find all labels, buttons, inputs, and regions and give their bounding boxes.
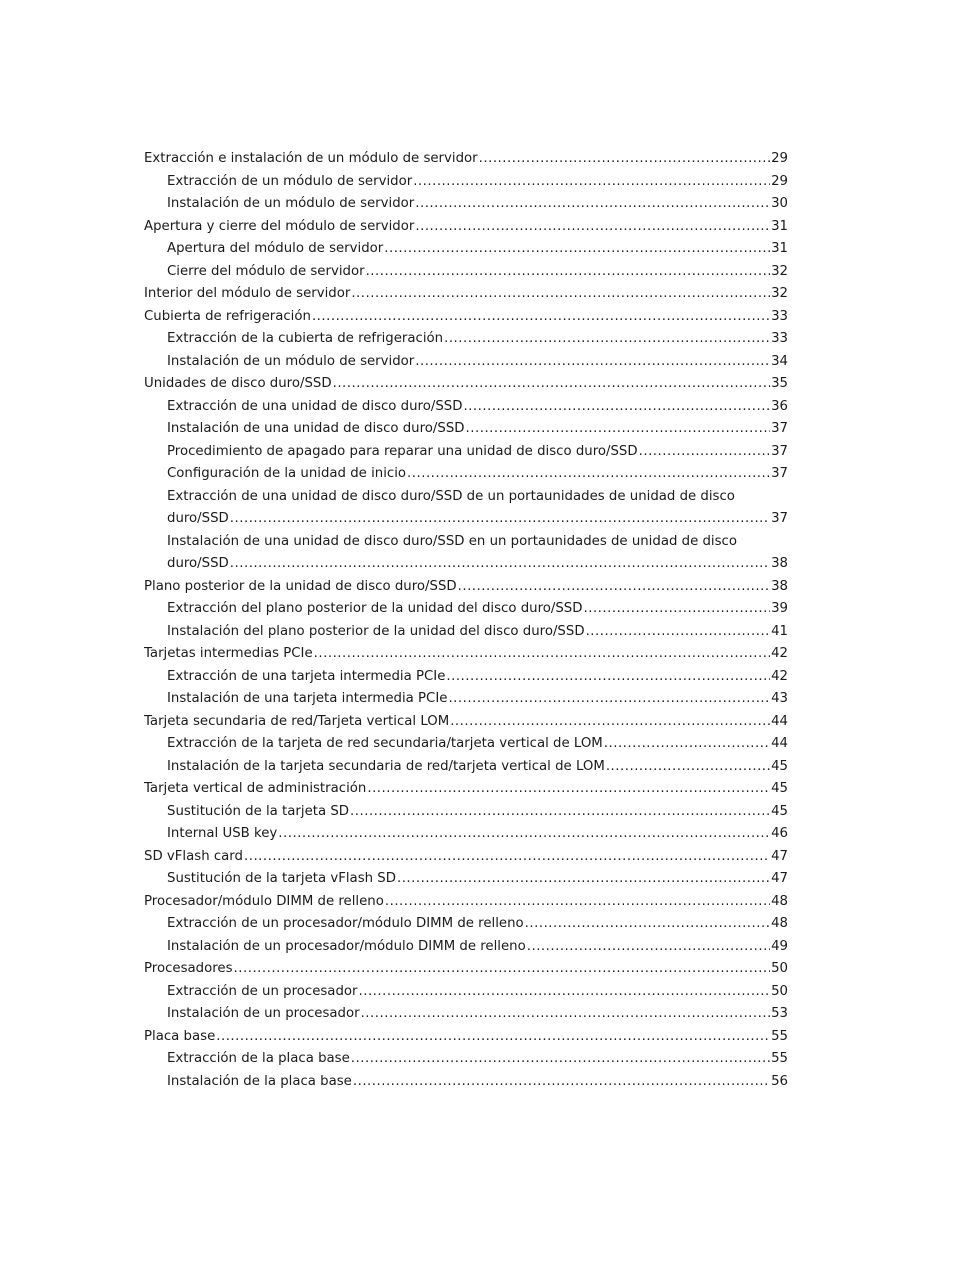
toc-entry-title: Unidades de disco duro/SSD (144, 376, 332, 391)
toc-entry-title: Extracción de una unidad de disco duro/SSD de un portaunidades de unidad de disco (167, 488, 735, 504)
toc-entry-title-continuation: duro/SSD (167, 556, 229, 571)
toc-page-number: 44 (771, 736, 788, 751)
toc-entry-title: Instalación del plano posterior de la unidad del disco duro/SSD (167, 623, 585, 639)
toc-entry[interactable] (144, 238, 788, 261)
dot-leader (525, 913, 770, 936)
dot-leader (216, 1026, 770, 1049)
toc-entry-title: Sustitución de la tarjeta vFlash SD (167, 871, 396, 886)
toc-page-number: 29 (771, 151, 788, 166)
toc-page-number: 48 (771, 893, 788, 909)
toc-entry[interactable] (144, 868, 788, 891)
toc-entry-title: Extracción e instalación de un módulo de servidor (144, 151, 478, 166)
toc-entry[interactable] (144, 981, 788, 1004)
toc-entry-title: SD vFlash card (144, 848, 243, 864)
toc-entry-title: Extracción de la placa base (167, 1051, 350, 1066)
dot-leader (604, 733, 770, 756)
toc-entry[interactable] (144, 261, 788, 284)
toc-page-number: 37 (771, 466, 788, 481)
dot-leader (351, 283, 770, 306)
toc-page-number: 45 (771, 781, 788, 796)
toc-entry-title: Tarjetas intermedias PCIe (144, 646, 313, 661)
toc-entry[interactable] (144, 711, 788, 734)
toc-page-number: 53 (771, 1006, 788, 1021)
dot-leader (466, 418, 771, 441)
toc-entry[interactable] (144, 1003, 788, 1026)
toc-entry[interactable] (144, 643, 788, 666)
toc-entry-title: Extracción de un módulo de servidor (167, 173, 413, 189)
toc-entry[interactable] (144, 801, 788, 824)
toc-entry-title: Tarjeta vertical de administración (144, 781, 367, 796)
toc-entry-title: Extracción de una tarjeta intermedia PCIe (167, 668, 446, 684)
toc-entry[interactable] (144, 373, 788, 396)
toc-entry[interactable] (144, 733, 788, 756)
toc-entry[interactable] (144, 148, 788, 171)
dot-leader (244, 846, 770, 869)
toc-entry[interactable] (144, 621, 788, 644)
toc-page-number: 46 (771, 826, 788, 841)
toc-entry-title: Instalación de una unidad de disco duro/SSD en un portaunidades de unidad de disco (167, 533, 737, 549)
toc-page-number: 56 (771, 1073, 788, 1089)
toc-entry-title-continuation: duro/SSD (167, 511, 229, 526)
toc-entry-title: Internal USB key (167, 826, 278, 841)
toc-page-number: 32 (771, 263, 788, 279)
toc-entry[interactable] (144, 283, 788, 306)
dot-leader (353, 1071, 770, 1094)
toc-page-number: 38 (771, 556, 788, 571)
toc-page-number: 30 (771, 196, 788, 211)
toc-page-number: 43 (771, 691, 788, 706)
toc-page-number: 32 (771, 286, 788, 301)
dot-leader (479, 148, 770, 171)
toc-entry-title: Placa base (144, 1028, 216, 1044)
toc-entry-title: Apertura y cierre del módulo de servidor (144, 218, 415, 234)
dot-leader (463, 396, 770, 419)
toc-entry-title: Interior del módulo de servidor (144, 286, 351, 301)
toc-entry[interactable] (144, 688, 788, 711)
toc-entry[interactable] (144, 463, 788, 486)
dot-leader (230, 508, 770, 531)
toc-entry-title: Instalación de la placa base (167, 1073, 352, 1089)
dot-leader (415, 351, 770, 374)
toc-entry[interactable] (144, 846, 788, 869)
dot-leader (366, 261, 771, 284)
dot-leader (367, 778, 770, 801)
toc-entry-title: Plano posterior de la unidad de disco duro/SSD (144, 578, 457, 594)
dot-leader (583, 598, 770, 621)
toc-page-number: 55 (771, 1028, 788, 1044)
toc-page-number: 49 (771, 938, 788, 954)
toc-page-number: 39 (771, 601, 788, 616)
dot-leader (385, 891, 770, 914)
dot-leader (458, 576, 770, 599)
dot-leader (415, 216, 770, 239)
toc-page-number: 31 (771, 241, 788, 256)
toc-entry[interactable] (144, 1048, 788, 1071)
toc-entry-title: Procesadores (144, 961, 233, 976)
toc-entry[interactable] (144, 531, 788, 576)
toc-entry-title: Extracción de la tarjeta de red secundaria/tarjeta vertical de LOM (167, 736, 603, 751)
toc-entry-title: Procedimiento de apagado para reparar una unidad de disco duro/SSD (167, 443, 638, 459)
toc-entry-title: Instalación de una tarjeta intermedia PCIe (167, 691, 448, 706)
toc-page-number: 35 (771, 376, 788, 391)
dot-leader (415, 193, 770, 216)
dot-leader (639, 441, 770, 464)
dot-leader (230, 553, 770, 576)
toc-entry-title: Extracción de un procesador/módulo DIMM de relleno (167, 916, 524, 931)
dot-leader (407, 463, 770, 486)
toc-page-number: 33 (771, 331, 788, 346)
toc-entry-title: Cierre del módulo de servidor (167, 263, 365, 279)
dot-leader (448, 688, 770, 711)
toc-page-number: 37 (771, 511, 788, 526)
toc-page-number: 50 (771, 961, 788, 976)
toc-page-number: 33 (771, 308, 788, 324)
toc-page-number: 45 (771, 803, 788, 819)
toc-entry-title: Instalación de un procesador (167, 1006, 360, 1021)
toc-page-number: 31 (771, 218, 788, 234)
toc-entry-title: Instalación de una unidad de disco duro/SSD (167, 421, 465, 436)
toc-entry-title: Instalación de un procesador/módulo DIMM de relleno (167, 938, 526, 954)
toc-entry[interactable] (144, 823, 788, 846)
toc-entry-title: Procesador/módulo DIMM de relleno (144, 893, 384, 909)
table-of-contents (144, 148, 788, 1093)
toc-entry-title: Apertura del módulo de servidor (167, 241, 384, 256)
toc-entry[interactable] (144, 441, 788, 464)
toc-entry-title: Configuración de la unidad de inicio (167, 466, 407, 481)
dot-leader (413, 171, 770, 194)
toc-entry[interactable] (144, 576, 788, 599)
dot-leader (446, 666, 770, 689)
toc-entry[interactable] (144, 171, 788, 194)
toc-page-number: 48 (771, 916, 788, 931)
toc-entry-title: Cubierta de refrigeración (144, 308, 311, 324)
toc-page-number: 37 (771, 443, 788, 459)
toc-entry[interactable] (144, 396, 788, 419)
dot-leader (314, 643, 770, 666)
toc-entry[interactable] (144, 936, 788, 959)
toc-entry-title: Instalación de la tarjeta secundaria de red/tarjeta vertical de LOM (167, 758, 605, 774)
toc-entry[interactable] (144, 328, 788, 351)
toc-entry-title: Extracción de la cubierta de refrigeración (167, 331, 444, 346)
toc-entry-title: Instalación de un módulo de servidor (167, 196, 415, 211)
dot-leader (361, 1003, 771, 1026)
toc-page-number: 37 (771, 421, 788, 436)
toc-entry[interactable] (144, 958, 788, 981)
dot-leader (444, 328, 770, 351)
toc-entry-title: Tarjeta secundaria de red/Tarjeta vertical LOM (144, 713, 450, 729)
toc-page-number: 36 (771, 398, 788, 414)
dot-leader (527, 936, 770, 959)
toc-entry[interactable] (144, 418, 788, 441)
dot-leader (351, 1048, 770, 1071)
toc-page-number: 50 (771, 983, 788, 999)
dot-leader (350, 801, 770, 824)
dot-leader (312, 306, 770, 329)
toc-entry[interactable] (144, 666, 788, 689)
toc-page-number: 29 (771, 173, 788, 189)
toc-page-number: 55 (771, 1051, 788, 1066)
toc-page-number: 47 (771, 848, 788, 864)
toc-entry[interactable] (144, 193, 788, 216)
toc-entry-title: Sustitución de la tarjeta SD (167, 803, 350, 819)
toc-entry[interactable] (144, 756, 788, 779)
toc-entry[interactable] (144, 598, 788, 621)
toc-entry[interactable] (144, 1026, 788, 1049)
dot-leader (333, 373, 770, 396)
toc-page-number: 42 (771, 668, 788, 684)
toc-entry[interactable] (144, 778, 788, 801)
toc-entry-title: Extracción del plano posterior de la unidad del disco duro/SSD (167, 601, 583, 616)
toc-page-number: 45 (771, 758, 788, 774)
dot-leader (450, 711, 770, 734)
dot-leader (586, 621, 771, 644)
dot-leader (397, 868, 770, 891)
toc-entry[interactable] (144, 306, 788, 329)
toc-entry[interactable] (144, 891, 788, 914)
toc-entry-title: Extracción de un procesador (167, 983, 358, 999)
toc-page-number: 42 (771, 646, 788, 661)
toc-entry[interactable] (144, 913, 788, 936)
toc-page-number: 44 (771, 713, 788, 729)
toc-entry[interactable] (144, 1071, 788, 1094)
dot-leader (606, 756, 770, 779)
toc-page-number: 34 (771, 353, 788, 369)
dot-leader (384, 238, 770, 261)
toc-page-number: 38 (771, 578, 788, 594)
toc-entry[interactable] (144, 351, 788, 374)
dot-leader (359, 981, 771, 1004)
toc-entry-title: Instalación de un módulo de servidor (167, 353, 415, 369)
dot-leader (278, 823, 770, 846)
toc-entry-title: Extracción de una unidad de disco duro/SSD (167, 398, 463, 414)
toc-entry[interactable] (144, 216, 788, 239)
toc-entry[interactable] (144, 486, 788, 531)
dot-leader (234, 958, 771, 981)
toc-page-number: 47 (771, 871, 788, 886)
toc-page-number: 41 (771, 623, 788, 639)
